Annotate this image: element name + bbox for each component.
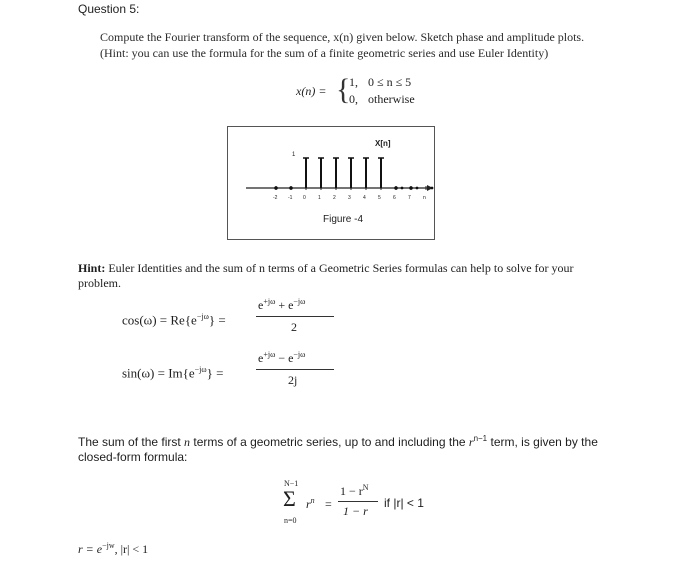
- problem-statement-line2: (Hint: you can use the formula for the sum of a finite geometric series and use Euler Identity): [100, 46, 549, 60]
- figure-caption: Figure -4: [323, 214, 364, 225]
- x-tick-label: 4: [363, 195, 366, 201]
- axis-dot: [431, 187, 434, 190]
- sin-fraction-bar: [256, 369, 334, 370]
- hint-line1: [78, 261, 574, 276]
- zero-sample-dot: [274, 186, 278, 190]
- sum-fraction-bar: [338, 501, 378, 502]
- hint-line2: problem.: [78, 276, 121, 290]
- x-tick-label: n: [423, 195, 426, 201]
- case2-condition: otherwise: [368, 92, 415, 106]
- sin-numerator: $e^{+j\omega} - e^{-j\omega}$: [258, 350, 306, 365]
- problem-statement-line1: Compute the Fourier transform of the sequence, x(n) given below. Sketch phase and amplitude plots.: [100, 30, 585, 44]
- question-title: Question 5:: [78, 2, 140, 16]
- zero-sample-dot: [394, 186, 398, 190]
- sigma-symbol: Σ: [283, 486, 296, 511]
- x-tick-label: 3: [348, 195, 351, 201]
- x-tick-label: 1: [318, 195, 321, 201]
- hint-text: Euler Identities and the sum of n terms of a Geometric Series formulas can help to solve for your: [108, 261, 574, 275]
- cos-fraction-bar: [256, 316, 334, 317]
- hint-bold-label: Hint:: [78, 261, 106, 275]
- x-tick-label: 7: [408, 195, 411, 201]
- x-tick-label: 0: [303, 195, 306, 201]
- case1-condition: 0 ≤ n ≤ 5: [368, 75, 412, 89]
- cos-numerator: $e^{+j\omega} + e^{-j\omega}$: [258, 297, 306, 312]
- x-tick-label: 2: [333, 195, 336, 201]
- geometric-text-line2: closed-form formula:: [78, 450, 188, 464]
- case2-value: 0,: [349, 92, 358, 106]
- plot-label: X[n]: [375, 139, 391, 148]
- definition-lhs: x(n) =: [296, 84, 327, 98]
- geometric-text-line1: The sum of the first n terms of a geometric series, up to and including the $r^{n-1}$ term, is given by the: [78, 434, 598, 449]
- sum-equals: =: [325, 497, 332, 511]
- sin-denominator: 2j: [288, 373, 298, 387]
- x-tick-label: -1: [288, 195, 293, 201]
- y-tick-label: 1: [292, 152, 296, 158]
- sum-numerator: $1 - r^N$: [340, 483, 369, 498]
- axis-dot: [401, 187, 404, 190]
- sum-condition: if |r| < 1: [384, 496, 424, 510]
- zero-sample-dot: [289, 186, 293, 190]
- sum-denominator: 1 − r: [343, 504, 368, 518]
- sum-lower-limit: n=0: [284, 516, 297, 525]
- x-tick-label: 5: [378, 195, 381, 201]
- axis-dot: [416, 187, 419, 190]
- sin-formula-lhs: $\sin(\omega) = Im\{e^{-j\omega}\}$ =: [122, 365, 224, 381]
- sum-term: $r^n$: [306, 496, 315, 511]
- x-tick-label: 6: [393, 195, 396, 201]
- r-definition: $r = e^{-jw}$, |r| < 1: [78, 541, 149, 556]
- stem-plot-figure: [227, 126, 435, 240]
- stem-plot-svg: [228, 127, 434, 239]
- cos-denominator: 2: [291, 320, 297, 334]
- zero-sample-dot: [409, 186, 413, 190]
- cos-formula-lhs: $\cos(\omega) = Re\{e^{-j\omega}\}$ =: [122, 312, 226, 328]
- x-tick-label: -2: [273, 195, 278, 201]
- case1-value: 1,: [349, 75, 358, 89]
- definition-brace: {: [336, 73, 351, 106]
- sum-upper-limit: N−1: [284, 479, 299, 488]
